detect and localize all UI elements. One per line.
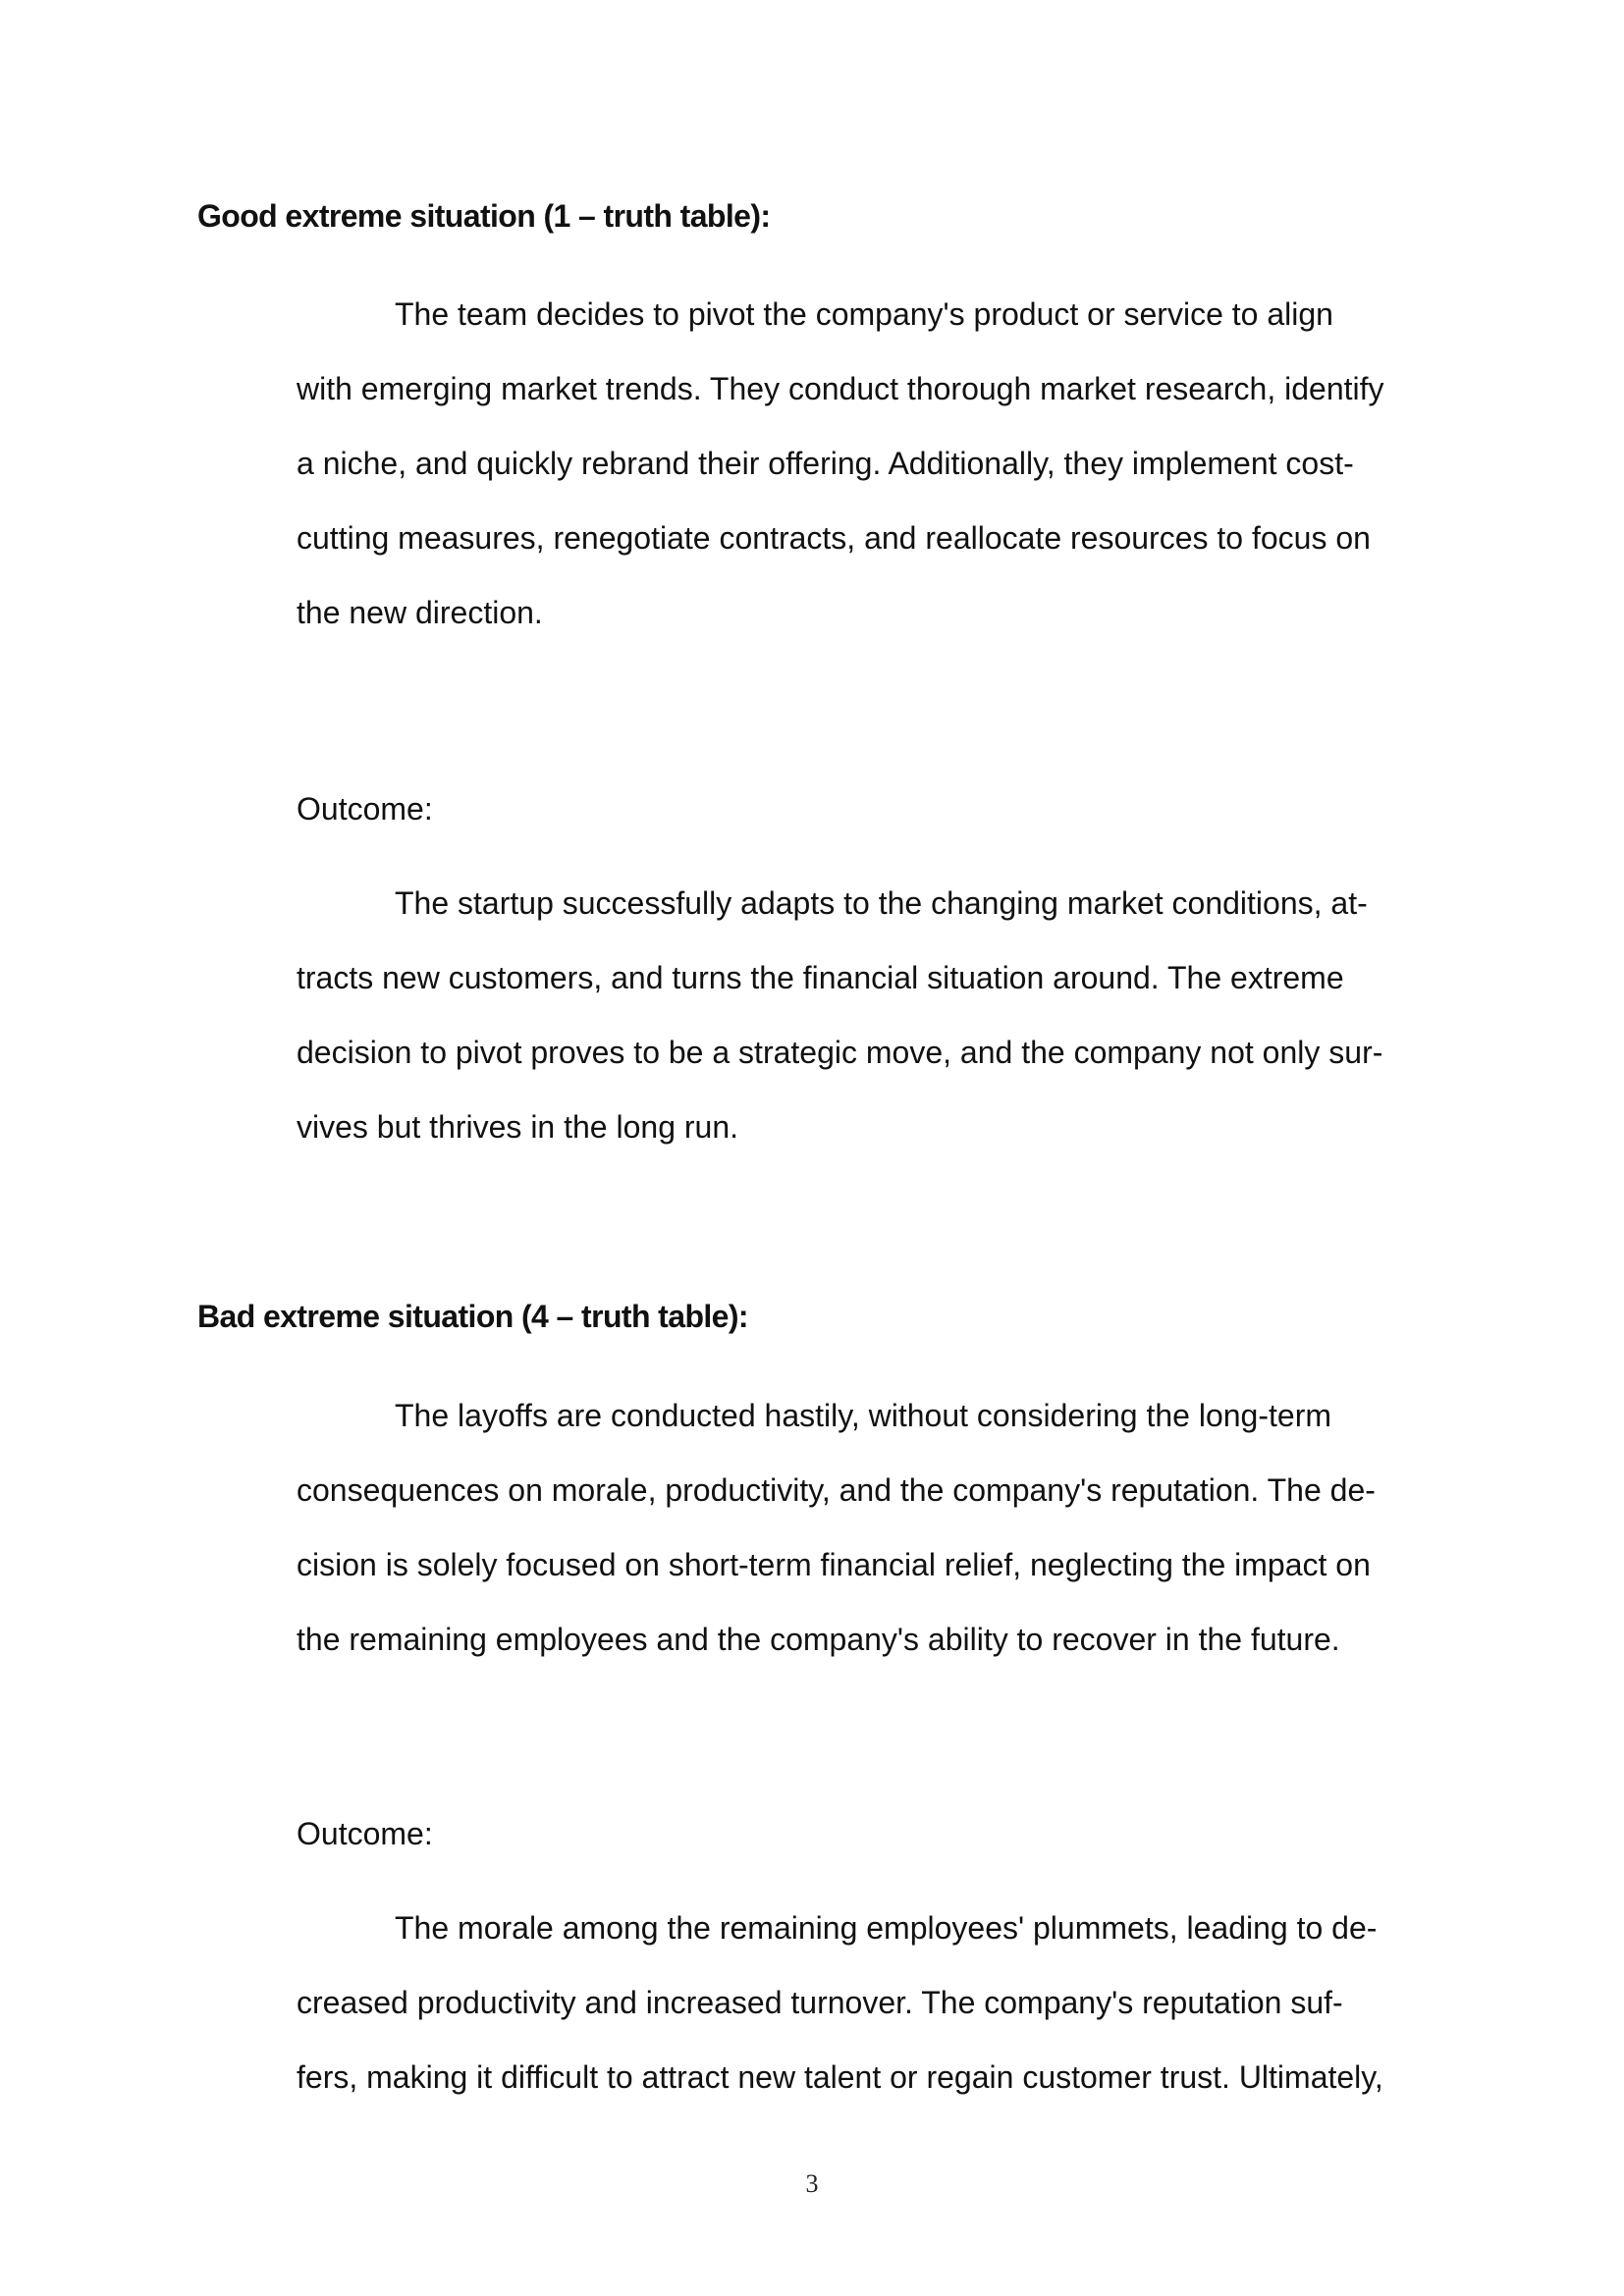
page-number: 3	[805, 2169, 819, 2198]
paragraph-line: The layoffs are conducted hastily, without considering the long-term	[395, 1398, 1331, 1433]
paragraph-line: the remaining employees and the company's ability to recover in the future.	[297, 1622, 1340, 1657]
paragraph-line: consequences on morale, productivity, and the company's reputation. The de-	[297, 1472, 1376, 1508]
section-heading-good: Good extreme situation (1 – truth table):	[197, 198, 771, 234]
paragraph-line: The team decides to pivot the company's product or service to align	[395, 296, 1333, 332]
outcome-line: vives but thrives in the long run.	[297, 1109, 739, 1145]
outcome-line: creased productivity and increased turnover. The company's reputation suf-	[297, 1985, 1343, 2020]
paragraph-line: a niche, and quickly rebrand their offering. Additionally, they implement cost-	[297, 446, 1354, 481]
outcome-label: Outcome:	[297, 1816, 433, 1851]
outcome-label: Outcome:	[297, 791, 433, 827]
section-heading-bad: Bad extreme situation (4 – truth table):	[197, 1299, 748, 1334]
paragraph-line: cutting measures, renegotiate contracts, and reallocate resources to focus on	[297, 520, 1371, 556]
outcome-line: The startup successfully adapts to the changing market conditions, at-	[395, 885, 1368, 921]
paragraph-line: cision is solely focused on short-term financial relief, neglecting the impact on	[297, 1547, 1371, 1582]
outcome-line: tracts new customers, and turns the financial situation around. The extreme	[297, 960, 1344, 995]
outcome-line: decision to pivot proves to be a strategic move, and the company not only sur-	[297, 1035, 1383, 1070]
outcome-line: The morale among the remaining employees' plummets, leading to de-	[395, 1910, 1378, 1946]
outcome-line: fers, making it difficult to attract new talent or regain customer trust. Ultimately,	[297, 2059, 1383, 2095]
paragraph-line: the new direction.	[297, 595, 543, 630]
paragraph-line: with emerging market trends. They conduct thorough market research, identify	[297, 371, 1384, 406]
